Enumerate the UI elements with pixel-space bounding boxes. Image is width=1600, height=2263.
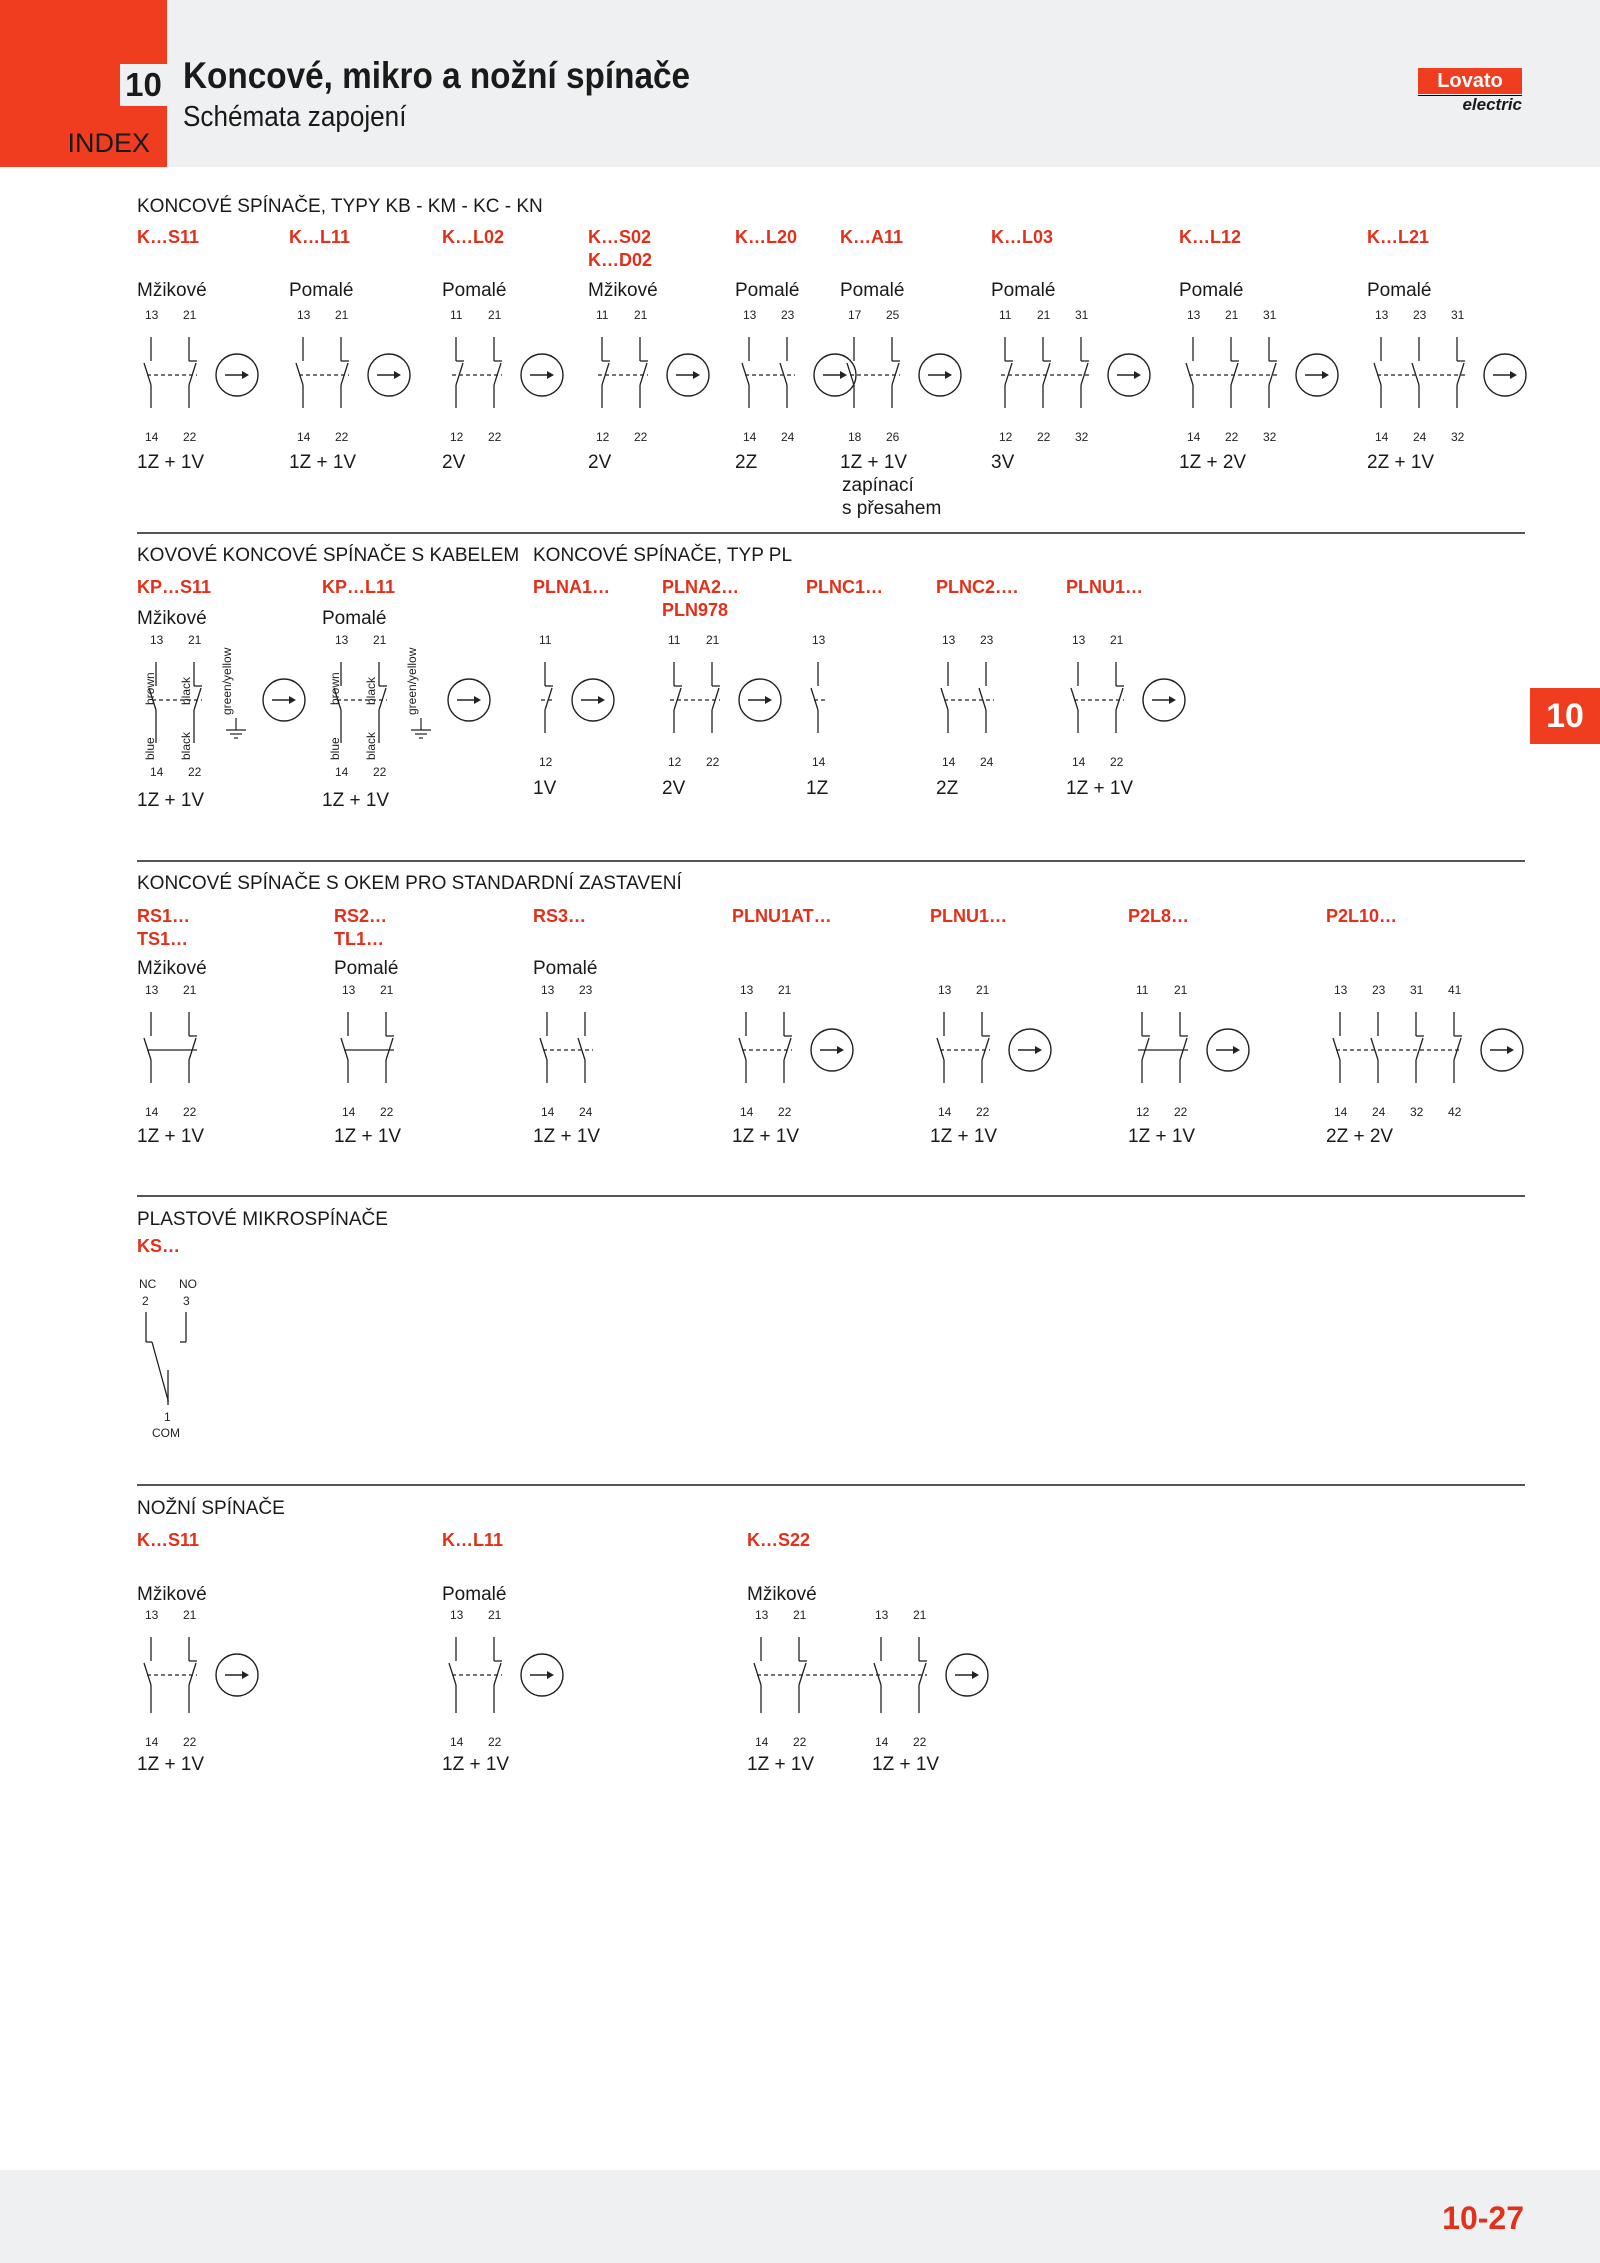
product-code-line: PLNA1… bbox=[533, 577, 611, 597]
product-code-line: TS1… bbox=[137, 929, 189, 949]
terminal-label: 32 bbox=[1410, 1105, 1424, 1119]
terminal-label: 31 bbox=[1263, 308, 1277, 322]
terminal-label: 23 bbox=[781, 308, 795, 322]
terminal-label: 31 bbox=[1075, 308, 1089, 322]
terminal-label: 14 bbox=[342, 1105, 356, 1119]
contact-rating: 2V bbox=[662, 778, 686, 799]
contact-rating: 1V bbox=[533, 778, 557, 799]
terminal-label: 14 bbox=[1334, 1105, 1348, 1119]
contact-rating: 2Z bbox=[735, 452, 758, 473]
divider bbox=[137, 1484, 1525, 1486]
product-code bbox=[936, 576, 1018, 599]
switch-type: Pomalé bbox=[289, 280, 354, 301]
terminal-label: 13 bbox=[297, 308, 311, 322]
product-code bbox=[747, 1529, 810, 1552]
lovato-logo bbox=[1418, 68, 1522, 113]
wire-label: brown bbox=[328, 672, 342, 705]
terminal-label: 11 bbox=[999, 308, 1012, 322]
terminal-label: 32 bbox=[1451, 430, 1465, 444]
switch-type: Pomalé bbox=[1367, 280, 1432, 301]
product-code bbox=[732, 905, 832, 928]
terminal-label: 13 bbox=[541, 983, 555, 997]
divider bbox=[137, 860, 1525, 862]
contact-rating: 1Z + 1V bbox=[930, 1126, 998, 1147]
terminal-label: 22 bbox=[976, 1105, 990, 1119]
terminal-label: 22 bbox=[1225, 430, 1239, 444]
terminal-label: 14 bbox=[145, 1105, 159, 1119]
contact-schematic bbox=[664, 630, 812, 770]
page-header bbox=[0, 0, 1600, 167]
terminal-label: 14 bbox=[743, 430, 757, 444]
contact-schematic bbox=[537, 980, 615, 1120]
side-chapter-tab[interactable]: 10 bbox=[1530, 688, 1600, 744]
note-line: s přesahem bbox=[842, 498, 942, 519]
terminal-label: 21 bbox=[1174, 983, 1188, 997]
terminal-label: 22 bbox=[183, 1105, 197, 1119]
switch-type: Pomalé bbox=[533, 958, 598, 979]
contact-schematic bbox=[328, 630, 509, 780]
terminal-label: 22 bbox=[183, 430, 197, 444]
terminal-label: 14 bbox=[1072, 755, 1086, 769]
terminal-label: 21 bbox=[183, 1608, 197, 1622]
product-code bbox=[840, 226, 903, 249]
divider bbox=[137, 1195, 1525, 1197]
product-code bbox=[322, 576, 395, 599]
logo-sub: electric bbox=[1418, 95, 1522, 113]
product-code bbox=[991, 226, 1053, 249]
page-title: Koncové, mikro a nožní spínače bbox=[183, 55, 691, 96]
terminal-label: 22 bbox=[706, 755, 720, 769]
product-code-line: P2L8… bbox=[1128, 906, 1190, 926]
contact-schematic bbox=[938, 630, 1016, 770]
terminal-label: 13 bbox=[1375, 308, 1389, 322]
contact-rating: 1Z + 1V bbox=[334, 1126, 402, 1147]
terminal-label: 13 bbox=[942, 633, 956, 647]
label-2: 2 bbox=[142, 1294, 149, 1308]
contact-rating: 1Z + 1V bbox=[732, 1126, 800, 1147]
product-code-line: RS3… bbox=[533, 906, 587, 926]
contact-schematic bbox=[446, 305, 594, 445]
terminal-label: 12 bbox=[596, 430, 610, 444]
terminal-label: 21 bbox=[183, 308, 197, 322]
contact-schematic bbox=[751, 1605, 975, 1750]
product-code bbox=[442, 1529, 503, 1552]
product-code bbox=[442, 226, 504, 249]
terminal-label: 22 bbox=[373, 765, 387, 779]
terminal-label: 14 bbox=[297, 430, 311, 444]
section-title: KONCOVÉ SPÍNAČE S OKEM PRO STANDARDNÍ ZASTAVENÍ bbox=[137, 873, 682, 894]
terminal-label: 24 bbox=[980, 755, 994, 769]
contact-rating: 2Z + 1V bbox=[1367, 452, 1435, 473]
terminal-label: 22 bbox=[488, 430, 502, 444]
terminal-label: 18 bbox=[848, 430, 862, 444]
product-code bbox=[137, 905, 190, 951]
wire-label: black bbox=[179, 676, 193, 705]
label-com: COM bbox=[152, 1426, 180, 1440]
label-3: 3 bbox=[183, 1294, 190, 1308]
switch-type: Mžikové bbox=[137, 608, 207, 629]
switch-type: Mžikové bbox=[137, 280, 207, 301]
terminal-label: 22 bbox=[1174, 1105, 1188, 1119]
terminal-label: 12 bbox=[539, 755, 553, 769]
page-number: 10-27 bbox=[1442, 2200, 1524, 2236]
switch-type: Pomalé bbox=[442, 280, 507, 301]
contact-schematic bbox=[293, 305, 441, 445]
product-code-line: PLNU1AT… bbox=[732, 906, 832, 926]
terminal-label: 24 bbox=[1413, 430, 1427, 444]
contact-schematic bbox=[1132, 980, 1280, 1120]
contact-rating: 1Z + 1V bbox=[137, 1126, 205, 1147]
note-line: zapínací bbox=[842, 475, 914, 496]
terminal-label: 13 bbox=[1072, 633, 1086, 647]
terminal-label: 42 bbox=[1448, 1105, 1462, 1119]
terminal-label: 14 bbox=[812, 755, 826, 769]
terminal-label: 21 bbox=[778, 983, 792, 997]
wire-label: green/yellow bbox=[220, 647, 234, 715]
section-title: PLASTOVÉ MIKROSPÍNAČE bbox=[137, 1209, 388, 1230]
terminal-label: 24 bbox=[579, 1105, 593, 1119]
contact-rating: 1Z + 1V bbox=[1128, 1126, 1196, 1147]
contact-schematic bbox=[141, 980, 219, 1120]
terminal-label: 13 bbox=[145, 1608, 159, 1622]
wire-label: blue bbox=[328, 737, 342, 760]
terminal-label: 14 bbox=[1187, 430, 1201, 444]
product-code bbox=[662, 576, 739, 622]
terminal-label: 21 bbox=[913, 1608, 927, 1622]
terminal-label: 21 bbox=[1225, 308, 1239, 322]
contact-rating: 2V bbox=[442, 452, 466, 473]
product-code bbox=[588, 226, 652, 272]
terminal-label: 14 bbox=[942, 755, 956, 769]
product-code-line: K…L12 bbox=[1179, 227, 1242, 247]
contact-schematic bbox=[844, 305, 992, 445]
terminal-label: 32 bbox=[1075, 430, 1089, 444]
terminal-label: 13 bbox=[145, 308, 159, 322]
contact-schematic bbox=[141, 305, 289, 445]
product-code bbox=[1326, 905, 1397, 928]
contact-schematic bbox=[934, 980, 1082, 1120]
terminal-label: 13 bbox=[875, 1608, 889, 1622]
terminal-label: 13 bbox=[755, 1608, 769, 1622]
contact-rating: 1Z + 1V bbox=[322, 790, 390, 811]
terminal-label: 22 bbox=[488, 1735, 502, 1749]
terminal-label: 23 bbox=[980, 633, 994, 647]
terminal-label: 13 bbox=[342, 983, 356, 997]
product-code bbox=[137, 576, 211, 599]
terminal-label: 21 bbox=[1037, 308, 1051, 322]
contact-rating: 1Z + 1V bbox=[840, 452, 908, 473]
product-code bbox=[735, 226, 797, 249]
product-code-line: K…L11 bbox=[289, 227, 351, 247]
contact-rating: 1Z + 1V bbox=[533, 1126, 601, 1147]
product-code-line: K…S02 bbox=[588, 227, 652, 247]
terminal-label: 14 bbox=[740, 1105, 754, 1119]
terminal-label: 21 bbox=[976, 983, 990, 997]
terminal-label: 13 bbox=[1334, 983, 1348, 997]
terminal-label: 25 bbox=[886, 308, 900, 322]
terminal-label: 11 bbox=[668, 633, 681, 647]
product-code-line: K…L02 bbox=[442, 227, 505, 247]
wire-label: blue bbox=[143, 737, 157, 760]
terminal-label: 14 bbox=[541, 1105, 555, 1119]
terminal-label: 13 bbox=[743, 308, 757, 322]
contact-schematic bbox=[736, 980, 884, 1120]
switch-type: Mžikové bbox=[588, 280, 658, 301]
contact-schematic bbox=[338, 980, 416, 1120]
terminal-label: 12 bbox=[999, 430, 1013, 444]
product-code-line: K…A11 bbox=[840, 227, 904, 247]
product-code-line: PLNC1… bbox=[806, 577, 884, 597]
page-subtitle: Schémata zapojení bbox=[183, 101, 407, 133]
product-code bbox=[533, 905, 586, 928]
contact-rating: 1Z + 1V bbox=[1066, 778, 1134, 799]
product-code bbox=[289, 226, 350, 249]
label-nc: NC bbox=[139, 1277, 157, 1291]
terminal-label: 21 bbox=[183, 983, 197, 997]
terminal-label: 31 bbox=[1410, 983, 1424, 997]
product-code-line: PLNA2… bbox=[662, 577, 740, 597]
terminal-label: 17 bbox=[848, 308, 862, 322]
terminal-label: 23 bbox=[1413, 308, 1427, 322]
contact-rating: 1Z + 2V bbox=[1179, 452, 1247, 473]
terminal-label: 12 bbox=[450, 430, 464, 444]
terminal-label: 21 bbox=[634, 308, 648, 322]
terminal-label: 13 bbox=[450, 1608, 464, 1622]
terminal-label: 13 bbox=[938, 983, 952, 997]
contact-rating: 1Z + 1V bbox=[442, 1754, 510, 1775]
section-title: NOŽNÍ SPÍNAČE bbox=[137, 1498, 285, 1519]
product-code-line: K…L20 bbox=[735, 227, 798, 247]
terminal-label: 21 bbox=[706, 633, 720, 647]
terminal-label: 21 bbox=[488, 1608, 502, 1622]
terminal-label: 24 bbox=[781, 430, 795, 444]
product-code-line: P2L10… bbox=[1326, 906, 1398, 926]
contact-rating: 1Z + 1V bbox=[137, 452, 205, 473]
contact-rating: 1Z + 1V bbox=[289, 452, 357, 473]
contact-schematic bbox=[1068, 630, 1216, 770]
terminal-label: 21 bbox=[373, 633, 387, 647]
product-code bbox=[806, 576, 883, 599]
product-code-line: RS1… bbox=[137, 906, 191, 926]
switch-type: Pomalé bbox=[840, 280, 905, 301]
wire-label: brown bbox=[143, 672, 157, 705]
product-code-line: K…S11 bbox=[137, 227, 200, 247]
contact-rating: 2Z + 2V bbox=[1326, 1126, 1394, 1147]
product-code-line: PLNC2…. bbox=[936, 577, 1019, 597]
contact-schematic bbox=[1183, 305, 1369, 445]
wire-label: black bbox=[364, 731, 378, 760]
contact-schematic bbox=[995, 305, 1181, 445]
terminal-label: 13 bbox=[740, 983, 754, 997]
product-code-line: K…D02 bbox=[588, 250, 653, 270]
wire-label: black bbox=[179, 731, 193, 760]
terminal-label: 22 bbox=[778, 1105, 792, 1119]
microswitch-schematic bbox=[130, 1270, 210, 1450]
product-code: KS… bbox=[137, 1236, 181, 1256]
product-code bbox=[1128, 905, 1189, 928]
switch-type: Pomalé bbox=[1179, 280, 1244, 301]
contact-schematic bbox=[141, 1605, 289, 1750]
terminal-label: 22 bbox=[335, 430, 349, 444]
product-code bbox=[1066, 576, 1143, 599]
contact-rating: 1Z + 1V bbox=[137, 790, 205, 811]
product-code-line: PLN978 bbox=[662, 600, 729, 620]
terminal-label: 21 bbox=[488, 308, 502, 322]
product-code-line: PLNU1… bbox=[1066, 577, 1144, 597]
contact-rating: 1Z bbox=[806, 778, 829, 799]
terminal-label: 21 bbox=[793, 1608, 807, 1622]
terminal-label: 13 bbox=[145, 983, 159, 997]
contact-rating: 2V bbox=[588, 452, 612, 473]
product-code-line: K…L21 bbox=[1367, 227, 1430, 247]
section-title: KOVOVÉ KONCOVÉ SPÍNAČE S KABELEM bbox=[137, 545, 520, 566]
terminal-label: 32 bbox=[1263, 430, 1277, 444]
section-title: KONCOVÉ SPÍNAČE, TYP PL bbox=[533, 545, 793, 566]
product-code-line: PLNU1… bbox=[930, 906, 1008, 926]
product-code-line: K…L11 bbox=[442, 1530, 504, 1550]
terminal-label: 21 bbox=[1110, 633, 1124, 647]
contact-schematic bbox=[143, 630, 324, 780]
product-code bbox=[533, 576, 610, 599]
terminal-label: 21 bbox=[188, 633, 202, 647]
switch-type: Mžikové bbox=[137, 1584, 207, 1605]
terminal-label: 41 bbox=[1448, 983, 1462, 997]
terminal-label: 14 bbox=[1375, 430, 1389, 444]
terminal-label: 14 bbox=[755, 1735, 769, 1749]
product-code-line: TL1… bbox=[334, 929, 385, 949]
switch-type: Mžikové bbox=[137, 958, 207, 979]
section-title: KONCOVÉ SPÍNAČE, TYPY KB - KM - KC - KN bbox=[137, 196, 543, 217]
wire-label: black bbox=[364, 676, 378, 705]
contact-rating: 1Z + 1V bbox=[747, 1754, 815, 1775]
contact-rating: 1Z + 1V bbox=[137, 1754, 205, 1775]
product-code bbox=[1367, 226, 1429, 249]
terminal-label: 31 bbox=[1451, 308, 1465, 322]
terminal-label: 21 bbox=[335, 308, 349, 322]
product-code-line: K…S11 bbox=[137, 1530, 200, 1550]
chapter-tab[interactable] bbox=[0, 0, 167, 167]
switch-type: Pomalé bbox=[735, 280, 800, 301]
terminal-label: 23 bbox=[1372, 983, 1386, 997]
terminal-label: 22 bbox=[1037, 430, 1051, 444]
terminal-label: 12 bbox=[1136, 1105, 1150, 1119]
contact-schematic bbox=[808, 630, 848, 770]
terminal-label: 11 bbox=[539, 633, 552, 647]
contact-rating: 2Z bbox=[936, 778, 959, 799]
product-code-line: KP…S11 bbox=[137, 577, 212, 597]
contact-rating: 1Z + 1V bbox=[872, 1754, 940, 1775]
divider bbox=[137, 532, 1525, 534]
switch-type: Pomalé bbox=[991, 280, 1056, 301]
terminal-label: 13 bbox=[812, 633, 826, 647]
terminal-label: 22 bbox=[634, 430, 648, 444]
terminal-label: 22 bbox=[913, 1735, 927, 1749]
terminal-label: 14 bbox=[335, 765, 349, 779]
index-link[interactable]: INDEX bbox=[67, 128, 150, 158]
product-code-line: K…S22 bbox=[747, 1530, 811, 1550]
product-code-line: K…L03 bbox=[991, 227, 1054, 247]
terminal-label: 11 bbox=[596, 308, 609, 322]
product-code bbox=[930, 905, 1007, 928]
terminal-label: 22 bbox=[380, 1105, 394, 1119]
terminal-label: 26 bbox=[886, 430, 900, 444]
contact-schematic bbox=[1330, 980, 1554, 1120]
terminal-label: 13 bbox=[335, 633, 349, 647]
contact-schematic bbox=[592, 305, 740, 445]
terminal-label: 14 bbox=[875, 1735, 889, 1749]
product-code bbox=[334, 905, 387, 951]
contact-rating: 3V bbox=[991, 452, 1015, 473]
product-code-line: RS2… bbox=[334, 906, 388, 926]
terminal-label: 22 bbox=[183, 1735, 197, 1749]
terminal-label: 14 bbox=[450, 1735, 464, 1749]
product-code bbox=[137, 1529, 199, 1552]
terminal-label: 13 bbox=[1187, 308, 1201, 322]
terminal-label: 22 bbox=[793, 1735, 807, 1749]
contact-schematic bbox=[535, 630, 645, 770]
terminal-label: 11 bbox=[1136, 983, 1149, 997]
switch-type: Pomalé bbox=[442, 1584, 507, 1605]
product-code bbox=[137, 226, 199, 249]
terminal-label: 13 bbox=[150, 633, 164, 647]
logo-name: Lovato bbox=[1418, 68, 1522, 94]
page-footer bbox=[0, 2170, 1600, 2263]
terminal-label: 23 bbox=[579, 983, 593, 997]
terminal-label: 21 bbox=[380, 983, 394, 997]
terminal-label: 14 bbox=[145, 430, 159, 444]
label-no: NO bbox=[179, 1277, 197, 1291]
terminal-label: 11 bbox=[450, 308, 463, 322]
product-code-line: KP…L11 bbox=[322, 577, 396, 597]
terminal-label: 14 bbox=[145, 1735, 159, 1749]
terminal-label: 22 bbox=[1110, 755, 1124, 769]
terminal-label: 22 bbox=[188, 765, 202, 779]
contact-schematic bbox=[446, 1605, 594, 1750]
switch-type: Pomalé bbox=[322, 608, 387, 629]
contact-schematic bbox=[1371, 305, 1557, 445]
product-code bbox=[1179, 226, 1241, 249]
switch-type: Mžikové bbox=[747, 1584, 817, 1605]
wire-label: green/yellow bbox=[405, 647, 419, 715]
chapter-number: 10 bbox=[120, 64, 167, 106]
terminal-label: 14 bbox=[150, 765, 164, 779]
label-1: 1 bbox=[164, 1410, 171, 1424]
switch-type: Pomalé bbox=[334, 958, 399, 979]
terminal-label: 24 bbox=[1372, 1105, 1386, 1119]
terminal-label: 14 bbox=[938, 1105, 952, 1119]
terminal-label: 12 bbox=[668, 755, 682, 769]
